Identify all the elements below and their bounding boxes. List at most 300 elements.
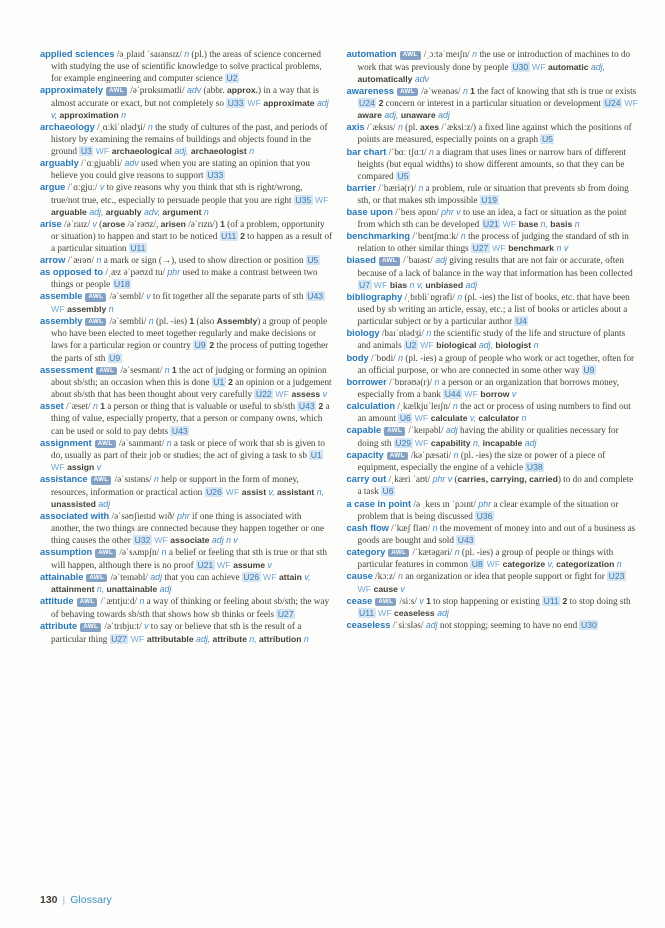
part-of-speech: n [454, 292, 463, 303]
part-of-speech: v [90, 218, 97, 229]
pronunciation: /ˈɑːgjuəbli/ [78, 158, 123, 169]
bold-text: 2 [209, 340, 215, 351]
part-of-speech: adj, [171, 146, 189, 157]
glossary-entry [347, 498, 640, 522]
part-of-speech: adj n v [209, 535, 238, 546]
awl-badge: AWL [85, 293, 106, 302]
glossary-entry [40, 315, 333, 364]
headword: base upon [346, 207, 393, 218]
part-of-speech: v [265, 559, 272, 570]
definition-text: concern or interest in a particular situation or development [383, 98, 604, 109]
definition-text: the movement of money into and out of a business as goods are bought and sold [357, 522, 636, 545]
pronunciation: /əˈsembli/ [107, 315, 147, 326]
bold-text: assembly [67, 303, 107, 314]
definition-text: a task or piece of work that sb is given to do, usually as part of their job or studies; the act of giving a task to sb [51, 437, 325, 461]
headword: associated with [40, 511, 110, 521]
bold-text: attainment [51, 584, 95, 595]
word-family-label: WF [154, 535, 168, 546]
word-family-label: WF [377, 608, 392, 619]
definition-text: (pl. -ies) [153, 315, 190, 326]
pronunciation: /ˈbɒrəʊə(r)/ [386, 376, 433, 387]
unit-reference: U22 [255, 389, 272, 400]
bold-text: automatically [357, 73, 413, 84]
word-family-label: WF [502, 219, 517, 230]
bold-text: base [518, 219, 539, 230]
part-of-speech: v, [266, 486, 275, 497]
glossary-entry [347, 182, 640, 206]
unit-reference: U38 [526, 462, 543, 473]
bold-text: Assembly [216, 315, 258, 326]
headword: cash flow [346, 522, 389, 533]
glossary-entry [347, 254, 640, 291]
pronunciation: /ˈkeɪpəbl/ [406, 425, 444, 436]
pronunciation: /ˈbɑː tʃɑːt/ [386, 146, 427, 157]
bold-text: capability [430, 437, 471, 448]
bold-text: 2 [318, 401, 324, 412]
part-of-speech: adv [122, 158, 139, 169]
bold-text: assess [291, 389, 321, 400]
unit-reference: U7 [359, 280, 370, 290]
definition-text: to happen as a result of a particular situation [51, 230, 333, 253]
part-of-speech: phr [164, 267, 181, 278]
glossary-entry [347, 85, 640, 122]
definition-text: (pl. -ies) a group of people or things with particular features in common [357, 546, 614, 570]
bold-text: arisen [160, 218, 186, 229]
unit-reference: U6 [399, 413, 411, 424]
part-of-speech: n [430, 522, 438, 533]
pronunciation: /əˈtrɪbjuːt/ [102, 621, 142, 632]
bold-text: attribute [212, 633, 247, 644]
part-of-speech: n, [538, 219, 548, 230]
part-of-speech: v [97, 182, 105, 193]
word-family-label: WF [225, 486, 240, 497]
bold-text: calculate [430, 413, 468, 424]
unit-reference: U8 [471, 559, 483, 570]
pronunciation: /əˈsʌmpʃn/ [117, 547, 160, 558]
definition-text: an opinion or a judgement about sb/sth that has been thought about very carefully [51, 377, 332, 400]
unit-reference: U11 [543, 595, 559, 606]
glossary-entry [347, 291, 640, 327]
bold-text: categorize [502, 559, 546, 570]
part-of-speech: n [426, 146, 434, 157]
definition-text: (abbr. [201, 85, 227, 96]
part-of-speech: n [416, 182, 424, 193]
bold-text: archaeological [111, 146, 172, 157]
glossary-entry [40, 254, 333, 266]
part-of-speech: v [416, 595, 424, 606]
part-of-speech: n [162, 364, 170, 375]
glossary-entry [347, 400, 640, 424]
pronunciation: /ˈæksɪs/ [364, 122, 396, 133]
glossary-entry [347, 595, 640, 620]
unit-reference: U33 [207, 170, 224, 181]
part-of-speech: n [145, 121, 153, 132]
definition-text: ( [96, 218, 103, 229]
word-family-label: WF [130, 633, 145, 644]
pronunciation: /əˈweənəs/ [418, 85, 461, 96]
headword: calculation [346, 400, 396, 411]
unit-reference: U3 [80, 146, 92, 157]
headword: cause [346, 571, 373, 582]
awl-badge: AWL [96, 367, 117, 376]
word-family-label: WF [51, 462, 65, 473]
bold-text: 2 [378, 98, 384, 109]
word-family-label: WF [262, 571, 277, 582]
bold-text: 1 [171, 364, 177, 375]
headword: benchmarking [346, 231, 411, 242]
unit-reference: U4 [515, 316, 527, 327]
part-of-speech: v [94, 462, 102, 473]
glossary-entry [347, 619, 640, 631]
pronunciation: /ˌɑːkiˈɒlədʒi/ [94, 121, 146, 132]
definition-text: to use an idea, a fact or situation as the point from which sth can be developed [357, 207, 627, 230]
definition-text: ) in a way that is almost accurate or exact, but not completely so [51, 85, 319, 108]
part-of-speech: n [395, 352, 404, 363]
word-family-label: WF [531, 61, 546, 72]
unit-reference: U9 [109, 352, 121, 363]
part-of-speech: n, [246, 633, 257, 644]
definition-text: a problem, rule or situation that prevents sb from doing sth, or that makes sth impossible [357, 182, 629, 205]
glossary-entry [347, 121, 640, 145]
bold-text: 1 [189, 315, 195, 326]
part-of-speech: n [201, 206, 209, 217]
pronunciation: /siːs/ [397, 595, 417, 606]
bold-text: biological [436, 340, 477, 351]
definition-text: the act or process of using numbers to find out an amount [357, 400, 631, 424]
definition-text: to say or believe that sth is the result of a particular thing [51, 621, 302, 644]
unit-reference: U5 [541, 134, 553, 145]
definition-text: the process of putting together the parts of sth [51, 340, 329, 363]
unit-reference: U30 [512, 61, 529, 72]
glossary-entry [347, 546, 640, 571]
definition-text: used when you are stating an opinion that you believe you could give reasons to support [51, 158, 310, 181]
part-of-speech: adj, [193, 633, 211, 644]
pronunciation: /ˈbæriə(r)/ [375, 182, 417, 193]
unit-reference: U18 [114, 279, 130, 290]
word-family-label: WF [247, 97, 262, 108]
part-of-speech: n [181, 49, 190, 59]
bold-text: assistant [277, 486, 315, 497]
part-of-speech: n [572, 219, 580, 230]
definition-text: giving results that are not fair or accurate, often because of a lack of balance in the way that information has been collected [357, 255, 633, 278]
bold-text: archaeologist [190, 146, 247, 157]
headword: biology [346, 328, 380, 339]
bold-text: associate [170, 535, 210, 546]
part-of-speech: n [90, 401, 98, 412]
awl-badge: AWL [95, 549, 116, 558]
headword: assemble [40, 291, 83, 302]
bold-text: 2 [562, 595, 568, 606]
definition-text: a mark or sign (→), used to show direction or position [101, 255, 306, 265]
bold-text: attributable [146, 633, 194, 644]
headword: a case in point [346, 498, 412, 509]
glossary-entry [40, 473, 333, 510]
pronunciation: /əˈsaɪnmənt/ [116, 437, 165, 448]
definition-text: /əˈrɪzn/) [185, 218, 221, 229]
bold-text: 1 [470, 85, 475, 96]
part-of-speech: phr v [438, 207, 461, 218]
definition-text: /ˈæksiːz/) a fixed line against which the positions of points are measured, especially points on a graph [357, 122, 632, 145]
definition-text: a clear example of the situation or problem that is being discussed [357, 498, 619, 521]
headword: arguably [40, 158, 79, 169]
part-of-speech: v [141, 621, 149, 632]
definition-text: a person or thing that is valuable or useful to sb/sth [105, 401, 298, 412]
glossary-entry [347, 327, 640, 351]
bold-text: basis [550, 219, 573, 230]
headword: attribute [40, 621, 78, 632]
part-of-speech: v, [301, 571, 311, 582]
pronunciation: /əˌplaɪd ˈsaɪənsɪz/ [114, 49, 182, 59]
pronunciation: /ˈbeɪs əpɒn/ [393, 207, 439, 218]
bold-text: assume [233, 559, 266, 570]
glossary-column-left [40, 48, 333, 645]
pronunciation: /ˈkætəgəri/ [410, 546, 453, 557]
word-family-label: WF [414, 437, 429, 448]
part-of-speech: v, [467, 413, 477, 424]
definition-text: a way of thinking or feeling about sb/sth; the way of behaving towards sb/sth that shows how sb thinks or feels [51, 596, 330, 619]
headword: arise [40, 218, 62, 229]
headword: assumption [40, 547, 93, 558]
pronunciation: /ə ˌkeɪs ɪn ˈpɔɪnt/ [411, 498, 476, 509]
awl-badge: AWL [388, 549, 409, 558]
word-family-label: WF [486, 559, 501, 570]
part-of-speech: adv [184, 85, 202, 96]
glossary-entry [347, 376, 640, 400]
headword: assembly [40, 315, 83, 326]
part-of-speech: n [460, 85, 468, 96]
headword: approximately [40, 85, 104, 96]
bold-text: calculator [478, 413, 520, 424]
bold-text: 2 [228, 377, 233, 388]
headword: attainable [40, 571, 84, 582]
definition-text: (pl. -ies) a group of people who work or act together, often for an official purpose, or who are connected in some other way [357, 352, 635, 375]
awl-badge: AWL [86, 574, 107, 583]
bold-text: 1 [100, 401, 105, 412]
bold-text: automatic [547, 61, 589, 72]
definition-text: to give reasons why you think that sth is right/wrong, true/not true, etc., especially to persuade people that you are right [51, 182, 303, 205]
awl-badge: AWL [80, 623, 101, 632]
part-of-speech: adj [463, 280, 478, 290]
awl-badge: AWL [95, 440, 116, 449]
bold-text: attain [279, 571, 302, 582]
part-of-speech: adj [157, 584, 172, 595]
part-of-speech: phr [174, 511, 190, 521]
unit-reference: U2 [405, 340, 417, 351]
bold-text: assign [67, 462, 95, 473]
part-of-speech: n [458, 231, 466, 242]
bold-text: cause [373, 583, 398, 594]
bold-text: unassisted [51, 498, 96, 509]
part-of-speech: n [164, 437, 172, 448]
word-family-label: WF [492, 243, 506, 254]
part-of-speech: n [94, 255, 102, 265]
unit-reference: U44 [444, 388, 461, 399]
part-of-speech: n [531, 340, 539, 351]
unit-reference: U11 [130, 242, 146, 253]
headword: body [346, 352, 369, 363]
part-of-speech: n [159, 547, 167, 558]
unit-reference: U29 [395, 437, 412, 448]
pronunciation: /kɔːz/ [372, 571, 396, 582]
unit-reference: U30 [580, 620, 597, 631]
part-of-speech: n [137, 596, 145, 607]
unit-reference: U26 [206, 486, 222, 497]
definition-text: a thing of value, especially property, that a person or company owns, which can be used or sold to pay debts [51, 401, 330, 436]
part-of-speech: adj [432, 255, 447, 266]
bold-text: 2 [240, 230, 245, 241]
part-of-speech: adj, [86, 206, 104, 217]
awl-badge: AWL [85, 318, 106, 327]
bold-text: approximation [59, 109, 119, 120]
headword: bar chart [346, 146, 387, 157]
word-family-label: WF [624, 98, 639, 109]
bold-text: 1 [426, 595, 431, 606]
part-of-speech: adj, [381, 110, 399, 121]
glossary-entry [347, 230, 640, 254]
unit-reference: U21 [483, 219, 499, 230]
part-of-speech: adj [95, 498, 111, 509]
part-of-speech: n [146, 315, 154, 326]
unit-reference: U27 [472, 243, 489, 254]
part-of-speech: adj [147, 571, 163, 582]
glossary-entry [40, 266, 333, 290]
definition-text: to stop doing sth [567, 595, 631, 606]
pronunciation: /ˈbaɪəst/ [400, 255, 433, 266]
word-family-label: WF [314, 194, 329, 205]
pronunciation: /ˌbɪbliˈɒgrəfi/ [402, 292, 455, 303]
glossary-entry [40, 400, 333, 436]
unit-reference: U9 [194, 340, 206, 351]
part-of-speech: n [151, 474, 159, 485]
headword: cease [346, 595, 373, 606]
glossary-entry [40, 364, 333, 401]
part-of-speech: adj [443, 425, 458, 436]
unit-reference: U1 [310, 450, 322, 461]
pronunciation: /ˌkælkjuˈleɪʃn/ [395, 400, 451, 411]
headword: barrier [346, 182, 376, 193]
definition-text: that you can achieve [162, 571, 242, 582]
glossary-entry [347, 48, 640, 85]
bold-text: aware [357, 110, 382, 121]
glossary-entry [40, 157, 333, 181]
awl-badge: AWL [384, 427, 405, 436]
part-of-speech: adj [434, 608, 449, 619]
definition-text: not stopping; seeming to have no end [437, 620, 580, 631]
pronunciation: /əˈsɪstəns/ [112, 474, 152, 485]
definition-text: a person or an organization that borrows money, especially from a bank [357, 376, 620, 399]
unit-reference: U23 [608, 571, 625, 582]
bold-text: arguably [105, 206, 142, 217]
glossary-entry [40, 48, 333, 84]
word-family-label: WF [357, 583, 372, 594]
pronunciation: /ˌɔːtəˈmeɪʃn/ [421, 49, 470, 59]
unit-reference: U5 [397, 170, 409, 181]
part-of-speech: v, [545, 559, 554, 570]
bold-text: unattainable [106, 584, 158, 595]
part-of-speech: adv, [141, 206, 161, 217]
definition-text: /əˈrəʊz/, [125, 218, 161, 229]
part-of-speech: n, [314, 486, 325, 497]
bold-text: categorization [556, 559, 615, 570]
word-family-label: WF [414, 413, 429, 424]
part-of-speech: n [432, 376, 440, 387]
bold-text: unbiased [425, 280, 464, 290]
definition-text: to fit together all the separate parts of sth [150, 291, 306, 302]
pronunciation: /ˌkæri ˈaʊt/ [386, 474, 431, 485]
unit-reference: U2 [226, 73, 238, 84]
pronunciation: /ˈærəʊ/ [65, 255, 95, 265]
definition-text: the act of judging or forming an opinion about sb/sth; an occasion when this is done [51, 364, 327, 388]
glossary-entry [40, 181, 333, 217]
definition-text: (pl. [402, 122, 420, 133]
part-of-speech: v [397, 583, 405, 594]
part-of-speech: n v, [407, 280, 424, 290]
glossary-entry [40, 546, 333, 571]
part-of-speech: adj, [476, 340, 494, 351]
definition-text: the fact of knowing that sth is true or exists [474, 85, 637, 96]
headword: capacity [346, 449, 384, 460]
definition-text: the scientific study of the life and structure of plants and animals [357, 328, 626, 351]
part-of-speech: n [423, 328, 432, 339]
part-of-speech: adj [522, 437, 537, 448]
unit-reference: U1 [213, 377, 225, 388]
headword: applied sciences [40, 49, 115, 59]
headword: ceaseless [346, 620, 391, 631]
part-of-speech: phr [475, 498, 492, 509]
glossary-entry [347, 352, 640, 376]
part-of-speech: n, [470, 437, 481, 448]
unit-reference: U43 [298, 401, 315, 412]
glossary-entry [347, 570, 640, 594]
part-of-speech: adj, [588, 61, 606, 72]
headword: as opposed to [40, 267, 104, 278]
glossary-columns [40, 48, 639, 645]
definition-text: to stop happening or existing [430, 595, 543, 606]
definition-text: the study of cultures of the past, and periods of history by examining the remains of buildings and objects found in the ground [51, 121, 328, 157]
part-of-speech: phr v [430, 474, 453, 485]
awl-badge: AWL [400, 51, 421, 60]
unit-reference: U5 [307, 255, 319, 265]
bold-text: incapable [482, 437, 523, 448]
part-of-speech: n [395, 122, 403, 133]
unit-reference: U27 [277, 608, 294, 619]
part-of-speech: adj v, [51, 97, 329, 120]
definition-text: help or support in the form of money, resources, information or practical action [51, 474, 299, 497]
headword: carry out [346, 474, 387, 485]
part-of-speech: n [451, 449, 459, 460]
part-of-speech: n [469, 49, 478, 59]
part-of-speech: v [143, 291, 151, 302]
pronunciation: /baɪˈɒlədʒi/ [379, 328, 424, 339]
bold-text: argument [162, 206, 202, 217]
unit-reference: U33 [227, 97, 244, 108]
definition-text: if one thing is associated with another, the two things are connected because they happen together or one thing causes the other [51, 511, 325, 546]
awl-badge: AWL [91, 476, 112, 485]
part-of-speech: n, [94, 584, 105, 595]
footer-separator: | [62, 894, 66, 906]
awl-badge: AWL [387, 452, 408, 461]
definition-text: (pl. -ies) the list of books, etc. that have been used by sb writing an article, essay, etc.; a list of books or articles about a particular subject or by a particular author [357, 292, 630, 327]
page-number: 130 [40, 894, 58, 906]
glossary-entry [347, 522, 640, 546]
pronunciation: /ˈbentʃmɑːk/ [410, 231, 459, 242]
awl-badge: AWL [375, 598, 396, 607]
bold-text: attribution [259, 633, 302, 644]
awl-badge: AWL [77, 598, 98, 607]
headword: argue [40, 182, 66, 193]
definition-text: ( [452, 474, 458, 485]
pronunciation: /əˈprɒksɪmətli/ [127, 85, 185, 96]
